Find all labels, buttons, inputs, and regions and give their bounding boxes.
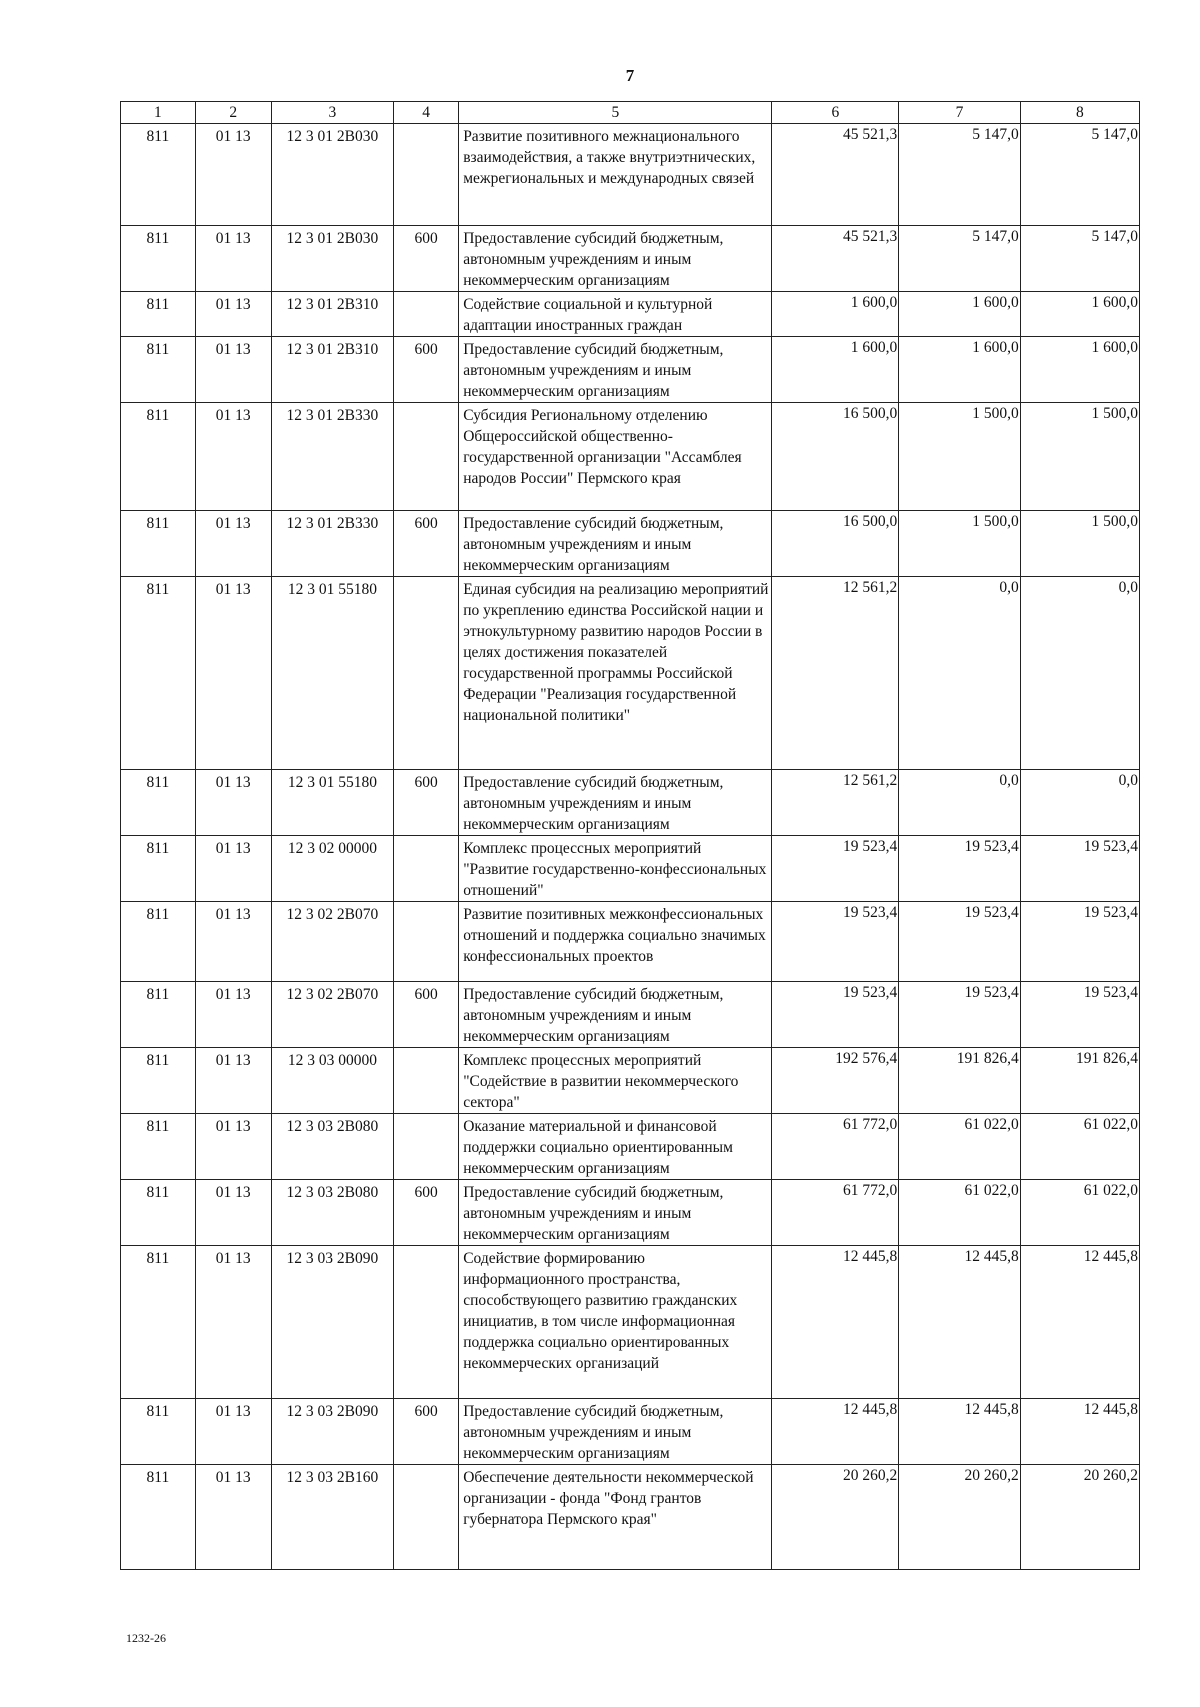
cell-section-code: 01 13 — [195, 1465, 271, 1570]
cell-amount-col8: 12 445,8 — [1020, 1246, 1139, 1399]
cell-target-article: 12 3 02 2В070 — [271, 982, 393, 1048]
cell-amount-col6: 20 260,2 — [772, 1465, 899, 1570]
table-row — [121, 124, 1140, 226]
cell-department-code: 811 — [121, 1048, 196, 1114]
cell-section-code: 01 13 — [195, 124, 271, 226]
cell-amount-col8: 12 445,8 — [1020, 1399, 1139, 1465]
cell-department-code: 811 — [121, 337, 196, 403]
cell-name: Предоставление субсидий бюджетным, автономным учреждениям и иным некоммерческим организациям — [459, 226, 772, 292]
table-row — [121, 511, 1140, 577]
cell-expense-type: 600 — [394, 1180, 459, 1246]
cell-section-code: 01 13 — [195, 1246, 271, 1399]
column-header: 8 — [1020, 102, 1139, 124]
cell-amount-col8: 19 523,4 — [1020, 982, 1139, 1048]
cell-target-article: 12 3 03 2В160 — [271, 1465, 393, 1570]
cell-amount-col7: 0,0 — [899, 577, 1020, 770]
cell-amount-col6: 61 772,0 — [772, 1180, 899, 1246]
cell-amount-col7: 12 445,8 — [899, 1399, 1020, 1465]
cell-expense-type: 600 — [394, 982, 459, 1048]
cell-name: Предоставление субсидий бюджетным, автономным учреждениям и иным некоммерческим организациям — [459, 982, 772, 1048]
cell-amount-col6: 16 500,0 — [772, 511, 899, 577]
column-header: 7 — [899, 102, 1020, 124]
cell-expense-type — [394, 1465, 459, 1570]
cell-amount-col6: 12 561,2 — [772, 577, 899, 770]
cell-section-code: 01 13 — [195, 226, 271, 292]
cell-target-article: 12 3 01 2В310 — [271, 337, 393, 403]
cell-section-code: 01 13 — [195, 1048, 271, 1114]
cell-amount-col6: 45 521,3 — [772, 124, 899, 226]
table-row — [121, 577, 1140, 770]
cell-target-article: 12 3 03 2В080 — [271, 1114, 393, 1180]
cell-amount-col8: 0,0 — [1020, 770, 1139, 836]
table-row — [121, 1048, 1140, 1114]
cell-amount-col7: 0,0 — [899, 770, 1020, 836]
cell-target-article: 12 3 03 2В090 — [271, 1246, 393, 1399]
cell-name: Предоставление субсидий бюджетным, автономным учреждениям и иным некоммерческим организациям — [459, 1399, 772, 1465]
cell-amount-col8: 0,0 — [1020, 577, 1139, 770]
cell-amount-col8: 1 500,0 — [1020, 403, 1139, 511]
cell-amount-col7: 1 600,0 — [899, 337, 1020, 403]
cell-expense-type — [394, 124, 459, 226]
cell-target-article: 12 3 03 2В090 — [271, 1399, 393, 1465]
cell-expense-type — [394, 1246, 459, 1399]
cell-amount-col6: 19 523,4 — [772, 902, 899, 982]
cell-section-code: 01 13 — [195, 292, 271, 337]
table-row — [121, 403, 1140, 511]
cell-department-code: 811 — [121, 1465, 196, 1570]
cell-department-code: 811 — [121, 1180, 196, 1246]
cell-amount-col7: 19 523,4 — [899, 836, 1020, 902]
column-header: 6 — [772, 102, 899, 124]
cell-name: Оказание материальной и финансовой поддержки социально ориентированным некоммерческим организациям — [459, 1114, 772, 1180]
cell-section-code: 01 13 — [195, 403, 271, 511]
cell-expense-type — [394, 836, 459, 902]
cell-amount-col6: 12 445,8 — [772, 1246, 899, 1399]
table-row — [121, 902, 1140, 982]
cell-amount-col8: 19 523,4 — [1020, 902, 1139, 982]
cell-name: Комплекс процессных мероприятий "Содействие в развитии некоммерческого сектора" — [459, 1048, 772, 1114]
cell-department-code: 811 — [121, 982, 196, 1048]
cell-name: Обеспечение деятельности некоммерческой организации - фонда "Фонд грантов губернатора Пермского края" — [459, 1465, 772, 1570]
cell-amount-col8: 5 147,0 — [1020, 226, 1139, 292]
cell-amount-col7: 5 147,0 — [899, 226, 1020, 292]
cell-section-code: 01 13 — [195, 982, 271, 1048]
cell-expense-type — [394, 1114, 459, 1180]
cell-amount-col6: 61 772,0 — [772, 1114, 899, 1180]
cell-department-code: 811 — [121, 403, 196, 511]
cell-amount-col7: 20 260,2 — [899, 1465, 1020, 1570]
cell-amount-col8: 1 600,0 — [1020, 292, 1139, 337]
cell-target-article: 12 3 01 2В330 — [271, 511, 393, 577]
cell-amount-col8: 20 260,2 — [1020, 1465, 1139, 1570]
table-row — [121, 1246, 1140, 1399]
column-header: 1 — [121, 102, 196, 124]
cell-section-code: 01 13 — [195, 511, 271, 577]
cell-target-article: 12 3 02 00000 — [271, 836, 393, 902]
cell-expense-type — [394, 902, 459, 982]
table-row — [121, 1180, 1140, 1246]
cell-target-article: 12 3 01 55180 — [271, 577, 393, 770]
cell-expense-type: 600 — [394, 337, 459, 403]
cell-amount-col7: 61 022,0 — [899, 1114, 1020, 1180]
cell-amount-col6: 19 523,4 — [772, 836, 899, 902]
cell-amount-col7: 12 445,8 — [899, 1246, 1020, 1399]
cell-section-code: 01 13 — [195, 770, 271, 836]
cell-department-code: 811 — [121, 770, 196, 836]
cell-amount-col7: 5 147,0 — [899, 124, 1020, 226]
cell-target-article: 12 3 03 2В080 — [271, 1180, 393, 1246]
page-number: 7 — [625, 66, 635, 85]
table-row — [121, 770, 1140, 836]
cell-target-article: 12 3 03 00000 — [271, 1048, 393, 1114]
cell-amount-col6: 192 576,4 — [772, 1048, 899, 1114]
cell-name: Содействие формированию информационного пространства, способствующего развитию гражданских инициатив, в том числе информационная поддержка социально ориентированных некоммерческих организаций — [459, 1246, 772, 1399]
cell-expense-type: 600 — [394, 226, 459, 292]
cell-amount-col7: 19 523,4 — [899, 902, 1020, 982]
cell-amount-col6: 19 523,4 — [772, 982, 899, 1048]
cell-department-code: 811 — [121, 124, 196, 226]
cell-amount-col8: 5 147,0 — [1020, 124, 1139, 226]
document-code: 1232-26 — [126, 1631, 166, 1645]
cell-department-code: 811 — [121, 577, 196, 770]
table-row — [121, 982, 1140, 1048]
table-row — [121, 1114, 1140, 1180]
cell-department-code: 811 — [121, 226, 196, 292]
column-header: 5 — [459, 102, 772, 124]
cell-section-code: 01 13 — [195, 1180, 271, 1246]
cell-expense-type: 600 — [394, 511, 459, 577]
cell-name: Предоставление субсидий бюджетным, автономным учреждениям и иным некоммерческим организациям — [459, 337, 772, 403]
cell-amount-col7: 19 523,4 — [899, 982, 1020, 1048]
cell-name: Содействие социальной и культурной адаптации иностранных граждан — [459, 292, 772, 337]
cell-amount-col6: 16 500,0 — [772, 403, 899, 511]
cell-name: Предоставление субсидий бюджетным, автономным учреждениям и иным некоммерческим организациям — [459, 1180, 772, 1246]
cell-name: Предоставление субсидий бюджетным, автономным учреждениям и иным некоммерческим организациям — [459, 770, 772, 836]
cell-department-code: 811 — [121, 511, 196, 577]
cell-section-code: 01 13 — [195, 577, 271, 770]
cell-amount-col7: 1 500,0 — [899, 403, 1020, 511]
table-row — [121, 226, 1140, 292]
cell-amount-col6: 12 561,2 — [772, 770, 899, 836]
cell-target-article: 12 3 01 2В030 — [271, 124, 393, 226]
cell-amount-col7: 1 600,0 — [899, 292, 1020, 337]
budget-table — [120, 101, 1140, 1570]
cell-name: Развитие позитивного межнационального взаимодействия, а также внутриэтнических, межрегиональных и международных связей — [459, 124, 772, 226]
cell-name: Единая субсидия на реализацию мероприятий по укреплению единства Российской нации и этнокультурному развитию народов России в целях достижения показателей государственной программы Российской Федерации "Реализация государственной национальной политики" — [459, 577, 772, 770]
cell-name: Предоставление субсидий бюджетным, автономным учреждениям и иным некоммерческим организациям — [459, 511, 772, 577]
column-header: 4 — [394, 102, 459, 124]
cell-target-article: 12 3 01 2В030 — [271, 226, 393, 292]
cell-amount-col8: 1 500,0 — [1020, 511, 1139, 577]
cell-amount-col8: 61 022,0 — [1020, 1114, 1139, 1180]
cell-amount-col6: 1 600,0 — [772, 292, 899, 337]
cell-expense-type — [394, 292, 459, 337]
table-row — [121, 337, 1140, 403]
cell-department-code: 811 — [121, 902, 196, 982]
cell-section-code: 01 13 — [195, 902, 271, 982]
cell-expense-type — [394, 1048, 459, 1114]
cell-section-code: 01 13 — [195, 1399, 271, 1465]
table-row — [121, 1399, 1140, 1465]
cell-amount-col7: 191 826,4 — [899, 1048, 1020, 1114]
cell-amount-col8: 1 600,0 — [1020, 337, 1139, 403]
table-body — [121, 124, 1140, 1570]
cell-department-code: 811 — [121, 1246, 196, 1399]
cell-target-article: 12 3 01 2В310 — [271, 292, 393, 337]
cell-expense-type: 600 — [394, 1399, 459, 1465]
cell-department-code: 811 — [121, 836, 196, 902]
cell-amount-col6: 1 600,0 — [772, 337, 899, 403]
cell-target-article: 12 3 01 2В330 — [271, 403, 393, 511]
cell-section-code: 01 13 — [195, 836, 271, 902]
table-row — [121, 292, 1140, 337]
cell-amount-col8: 19 523,4 — [1020, 836, 1139, 902]
cell-name: Комплекс процессных мероприятий "Развитие государственно-конфессиональных отношений" — [459, 836, 772, 902]
cell-target-article: 12 3 02 2В070 — [271, 902, 393, 982]
cell-expense-type — [394, 403, 459, 511]
cell-amount-col6: 12 445,8 — [772, 1399, 899, 1465]
cell-expense-type: 600 — [394, 770, 459, 836]
cell-expense-type — [394, 577, 459, 770]
cell-amount-col8: 61 022,0 — [1020, 1180, 1139, 1246]
cell-amount-col8: 191 826,4 — [1020, 1048, 1139, 1114]
table-row — [121, 1465, 1140, 1570]
cell-amount-col7: 61 022,0 — [899, 1180, 1020, 1246]
cell-target-article: 12 3 01 55180 — [271, 770, 393, 836]
cell-department-code: 811 — [121, 292, 196, 337]
cell-section-code: 01 13 — [195, 1114, 271, 1180]
cell-section-code: 01 13 — [195, 337, 271, 403]
cell-department-code: 811 — [121, 1114, 196, 1180]
cell-name: Субсидия Региональному отделению Общероссийской общественно-государственной организации "Ассамблея народов России" Пермского края — [459, 403, 772, 511]
cell-amount-col6: 45 521,3 — [772, 226, 899, 292]
column-header: 2 — [195, 102, 271, 124]
cell-name: Развитие позитивных межконфессиональных отношений и поддержка социально значимых конфессиональных проектов — [459, 902, 772, 982]
cell-amount-col7: 1 500,0 — [899, 511, 1020, 577]
table-row — [121, 836, 1140, 902]
column-header: 3 — [271, 102, 393, 124]
header-row — [121, 102, 1140, 124]
cell-department-code: 811 — [121, 1399, 196, 1465]
